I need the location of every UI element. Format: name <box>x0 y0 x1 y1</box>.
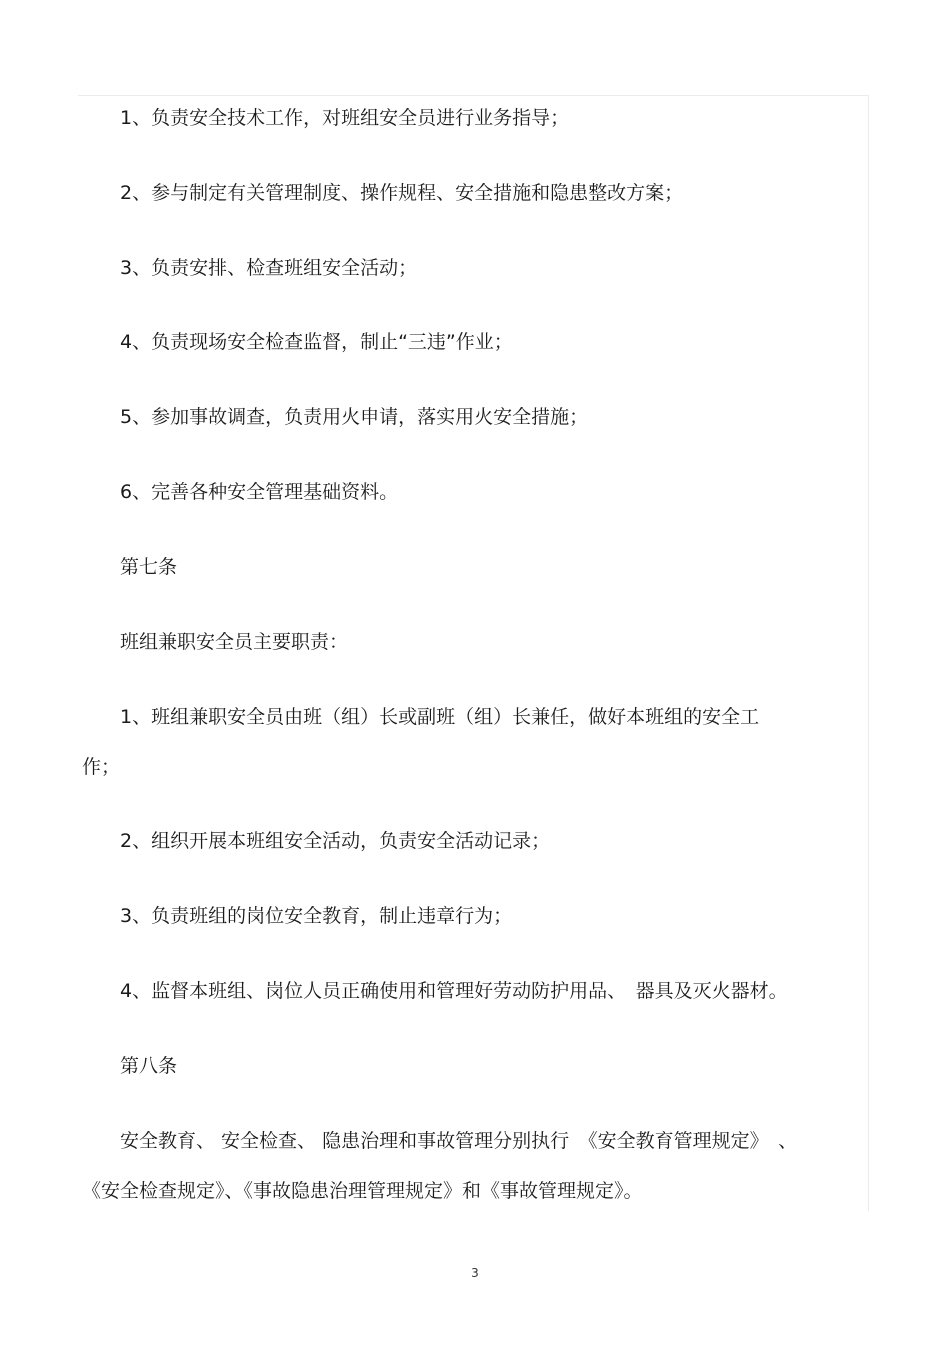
article-7-heading: 第七条 <box>120 556 178 578</box>
team-duty-item-1-continued: 作； <box>82 756 121 778</box>
article-7-intro: 班组兼职安全员主要职责： <box>120 631 349 653</box>
duty-item-6: 6、完善各种安全管理基础资料。 <box>120 481 399 503</box>
team-duty-item-2: 2、组织开展本班组安全活动，负责安全活动记录； <box>120 830 551 852</box>
team-duty-item-3: 3、负责班组的岗位安全教育，制止违章行为； <box>120 905 513 927</box>
article-8-heading: 第八条 <box>120 1055 178 1077</box>
team-duty-item-4: 4、监督本班组、岗位人员正确使用和管理好劳动防护用品、 器具及灭火器材。 <box>120 980 788 1002</box>
duty-item-5: 5、参加事故调查，负责用火申请，落实用火安全措施； <box>120 406 589 428</box>
duty-item-1: 1、负责安全技术工作，对班组安全员进行业务指导； <box>120 107 570 129</box>
article-8-body-continued: 《安全检查规定》、《事故隐患治理管理规定》和《事故管理规定》。 <box>82 1180 643 1202</box>
duty-item-3: 3、负责安排、检查班组安全活动； <box>120 257 418 279</box>
page-number: 3 <box>471 1266 479 1280</box>
duty-item-4: 4、负责现场安全检查监督，制止“三违”作业； <box>120 331 513 353</box>
duty-item-2: 2、参与制定有关管理制度、操作规程、安全措施和隐患整改方案； <box>120 182 684 204</box>
team-duty-item-1: 1、班组兼职安全员由班（组）长或副班（组）长兼任，做好本班组的安全工 <box>120 706 760 728</box>
article-8-body: 安全教育、 安全检查、 隐患治理和事故管理分别执行 《安全教育管理规定》 、 <box>120 1130 798 1152</box>
